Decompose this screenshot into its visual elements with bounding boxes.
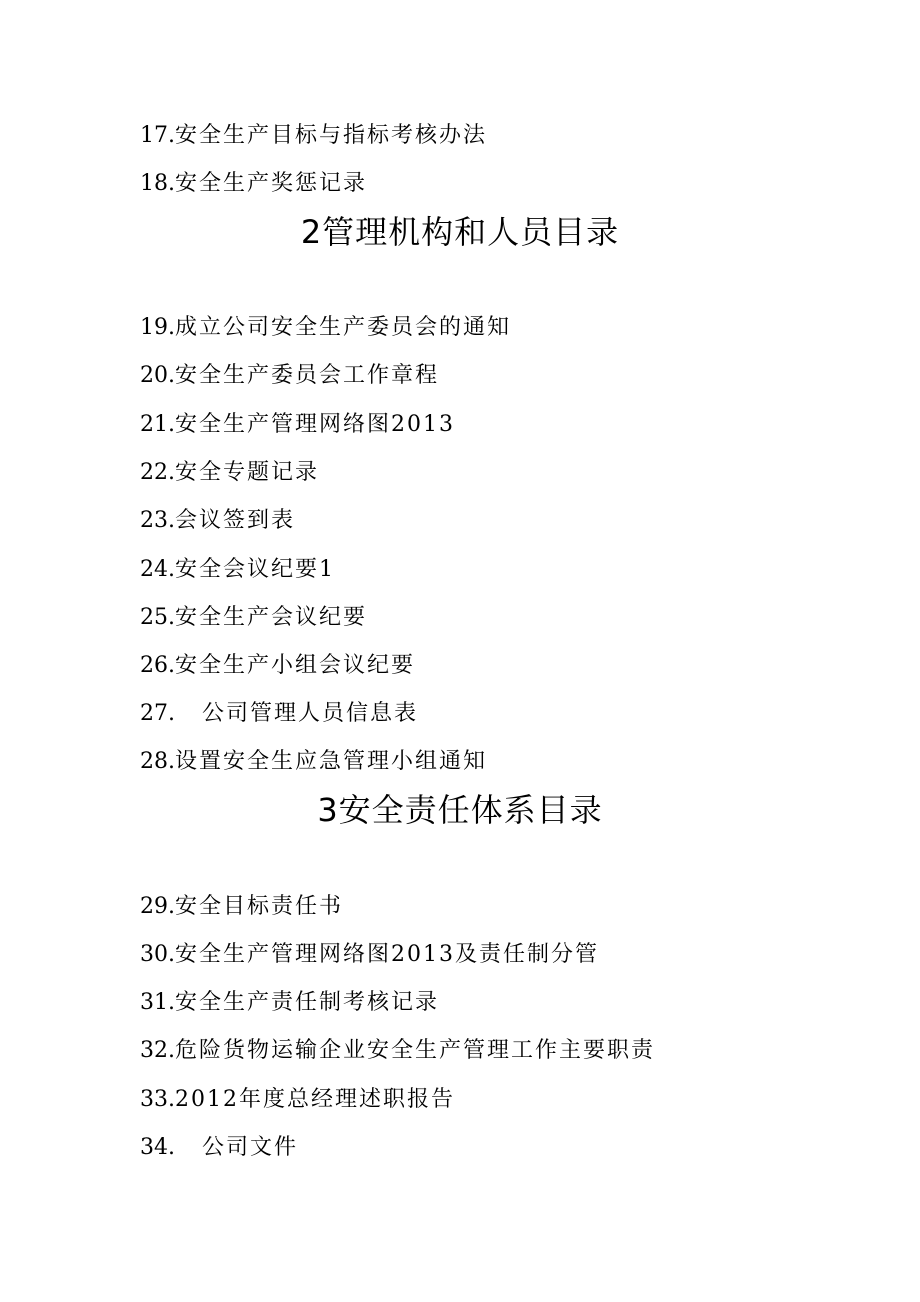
item-number: 26. [140, 653, 175, 678]
item-text: 公司管理人员信息表 [175, 701, 418, 726]
list-item [140, 170, 367, 198]
item-number: 30. [140, 942, 175, 967]
section-heading: 3安全责任体系目录 [317, 791, 603, 829]
item-text: 安全目标责任书 [175, 894, 344, 919]
item-number: 27. [140, 701, 175, 726]
item-text: 设置安全生应急管理小组通知 [175, 749, 488, 774]
list-item [140, 604, 367, 632]
item-text: 安全会议纪要1 [175, 557, 335, 582]
item-text: 安全生产管理网络图2013及责任制分管 [175, 942, 599, 967]
list-item [140, 893, 343, 921]
list-item [140, 700, 418, 728]
item-number: 24. [140, 557, 175, 582]
item-text: 公司文件 [175, 1135, 298, 1160]
list-item [140, 652, 415, 680]
list-item [140, 748, 487, 776]
item-number: 32. [140, 1038, 175, 1063]
list-item [140, 411, 455, 439]
list-item [140, 314, 511, 342]
item-number: 29. [140, 894, 175, 919]
item-number: 31. [140, 990, 175, 1015]
item-number: 23. [140, 508, 175, 533]
list-item [140, 1086, 455, 1114]
item-text: 安全生产责任制考核记录 [175, 990, 440, 1015]
item-number: 34. [140, 1135, 175, 1160]
list-item [140, 459, 319, 487]
item-text: 危险货物运输企业安全生产管理工作主要职责 [175, 1038, 656, 1063]
item-text: 安全生产小组会议纪要 [175, 653, 416, 678]
item-text: 2012年度总经理述职报告 [175, 1087, 455, 1112]
item-text: 安全生产会议纪要 [175, 605, 368, 630]
item-number: 21. [140, 412, 175, 437]
list-item [140, 1037, 655, 1065]
item-text: 成立公司安全生产委员会的通知 [175, 315, 512, 340]
item-text: 安全生产委员会工作章程 [175, 363, 440, 388]
item-number: 33. [140, 1087, 175, 1112]
item-text: 安全生产管理网络图2013 [175, 412, 455, 437]
item-number: 17. [140, 123, 175, 148]
item-text: 安全生产奖惩记录 [175, 171, 368, 196]
section-heading: 2管理机构和人员目录 [300, 213, 620, 251]
list-item [140, 507, 295, 535]
item-text: 安全生产目标与指标考核办法 [175, 123, 488, 148]
item-number: 28. [140, 749, 175, 774]
item-number: 22. [140, 460, 175, 485]
list-item [140, 122, 487, 150]
list-item [140, 1134, 298, 1162]
list-item [140, 362, 439, 390]
item-text: 会议签到表 [175, 508, 296, 533]
item-number: 19. [140, 315, 175, 340]
item-number: 25. [140, 605, 175, 630]
list-item [140, 556, 335, 584]
list-item [140, 941, 599, 969]
item-text: 安全专题记录 [175, 460, 320, 485]
list-item [140, 989, 439, 1017]
item-number: 20. [140, 363, 175, 388]
item-number: 18. [140, 171, 175, 196]
